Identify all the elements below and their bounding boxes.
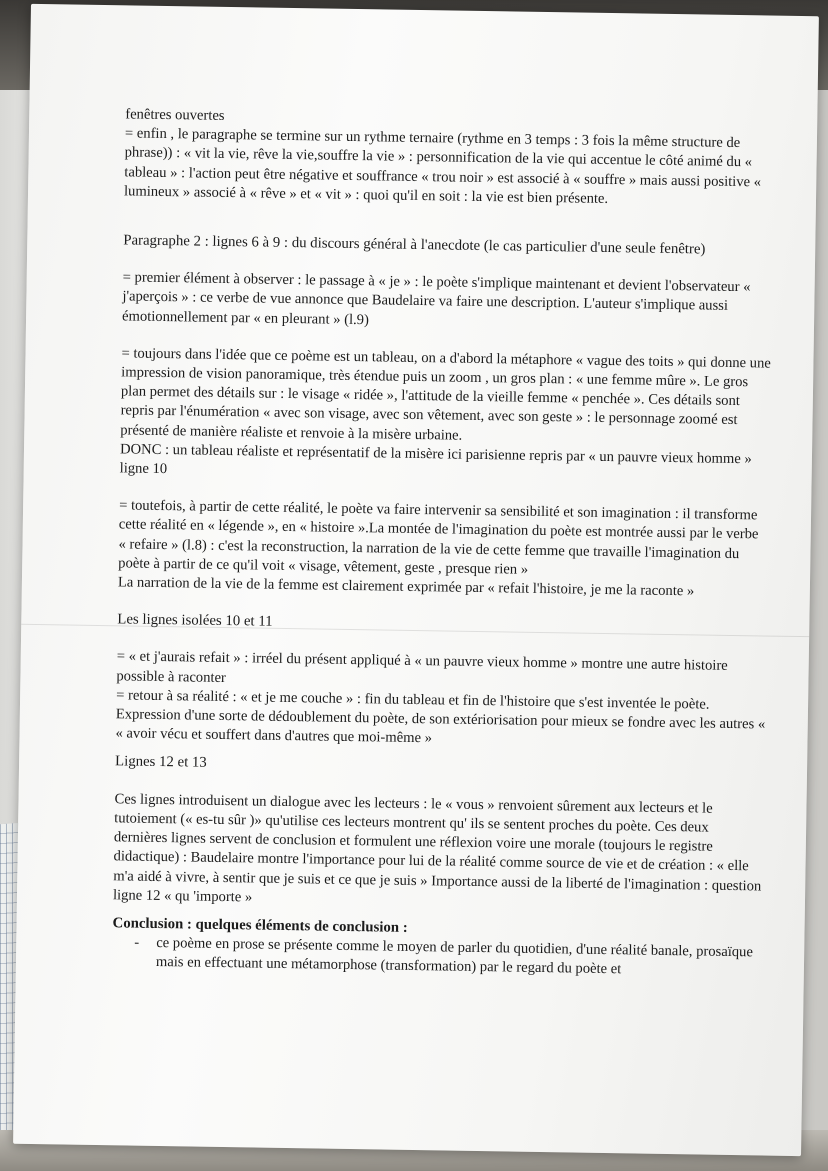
isolated-lines-heading: Les lignes isolées 10 et 11 <box>117 611 273 631</box>
conclusion-heading: Conclusion : quelques éléments de conclusion : <box>112 915 408 936</box>
lines-12-13-text: Ces lignes introduisent un dialogue avec les lecteurs : le « vous » renvoient sûrement aux lecteurs et le tutoiement (« es-tu sûr )» qu'utilise ces lecteurs montrent qu' ils se sentent proches du poète. Ces deux dernières lignes servent de conclusion et formulent une réflexion voire une morale (toujours le registre didactique) : Baudelaire montre l'importance pour lui de la réalité comme source de vie et de création : « elle m'a aidé à vivre, à sentir que je suis et ce que je suis » Importance aussi de la liberté de l'imagination : question ligne 12 « qu 'importe » <box>112 790 762 906</box>
document-body <box>112 105 776 982</box>
lines-12-13-heading: Lignes 12 et 13 <box>114 753 207 772</box>
bullet-marker: - <box>134 934 140 951</box>
paragraph-2-heading: Paragraphe 2 : lignes 6 à 9 : du discours général à l'anecdote (le cas particulier d'une seule fenêtre) <box>123 232 706 258</box>
paragraph-2-point-2: = toujours dans l'idée que ce poème est un tableau, on a d'abord la métaphore « vague des toits » qui donne une impression de vision panoramique, très étendue puis un zoom , un gros plan : « une femme mûre ». Le gros plan permet des détails sur : le visage « ridée », l'attitude de la vieille femme « penchée ». Ces détails sont repris par l'énumération « avec son visage, avec son vêtement, avec son geste » : le personnage zoomé est présenté de manière réaliste et renvoie à la misère urbaine. DONC : un tableau réaliste et représentatif de la misère ici parisienne repris par « un pauvre vieux homme » ligne 10 <box>119 345 771 478</box>
isolated-lines-text: = « et j'aurais refait » : irréel du présent appliqué à « un pauvre vieux homme » montre une autre histoire possible à raconter = retour à sa réalité : « et je me couche » : fin du tableau et fin de l'histoire que s'est inventée le poète. Expression d'une sorte de dédoublement du poète, de son extériorisation pour mieux se fondre avec les autres « « avoir vécu et souffert dans d'autres que moi-même » <box>115 648 766 747</box>
paragraph-2-point-1: = premier élément à observer : le passage à « je » : le poète s'implique maintenant et devient l'observateur « j'aperçois » : ce verbe de vue annonce que Baudelaire va faire une description. L'auteur s'implique aussi émotionnellement par « en pleurant » (l.9) <box>121 269 751 328</box>
paragraph-2-point-3: = toutefois, à partir de cette réalité, le poète va faire intervenir sa sensibilité et son imagination : il transforme cette réalité en « légende », en « histoire ».La montée de l'imagination du poète est montrée aussi par le verbe « refaire » (l.8) : c'est la reconstruction, la narration de la vie de cette femme que travaille l'imagination du poète à partir de ce qu'il voit « visage, vêtement, geste , presque rien » La narration de la vie de la femme est clairement exprimée par « refait l'histoire, je me la raconte » <box>117 497 759 600</box>
paragraph-1-continuation: fenêtres ouvertes = enfin , le paragraphe se termine sur un rythme ternaire (rythme en 3 temps : 3 fois la même structure de phrase)) : « vit la vie, rêve la vie,souffre la vie » : personnification de la vie qui accentue le côté animé du « tableau » : l'action peut être négative et souffrance « trou noir » est associé à « souffre » mais aussi positive « lumineux » associé à « rêve » et « vit » : quoi qu'il en soit : la vie est bien présente. <box>123 106 762 207</box>
conclusion-bullet-text: ce poème en prose se présente comme le moyen de parler du quotidien, d'une réalité banale, prosaïque mais en effectuant une métamorphose (transformation) par le regard du poète et <box>155 935 754 978</box>
document-sheet <box>13 4 819 1156</box>
